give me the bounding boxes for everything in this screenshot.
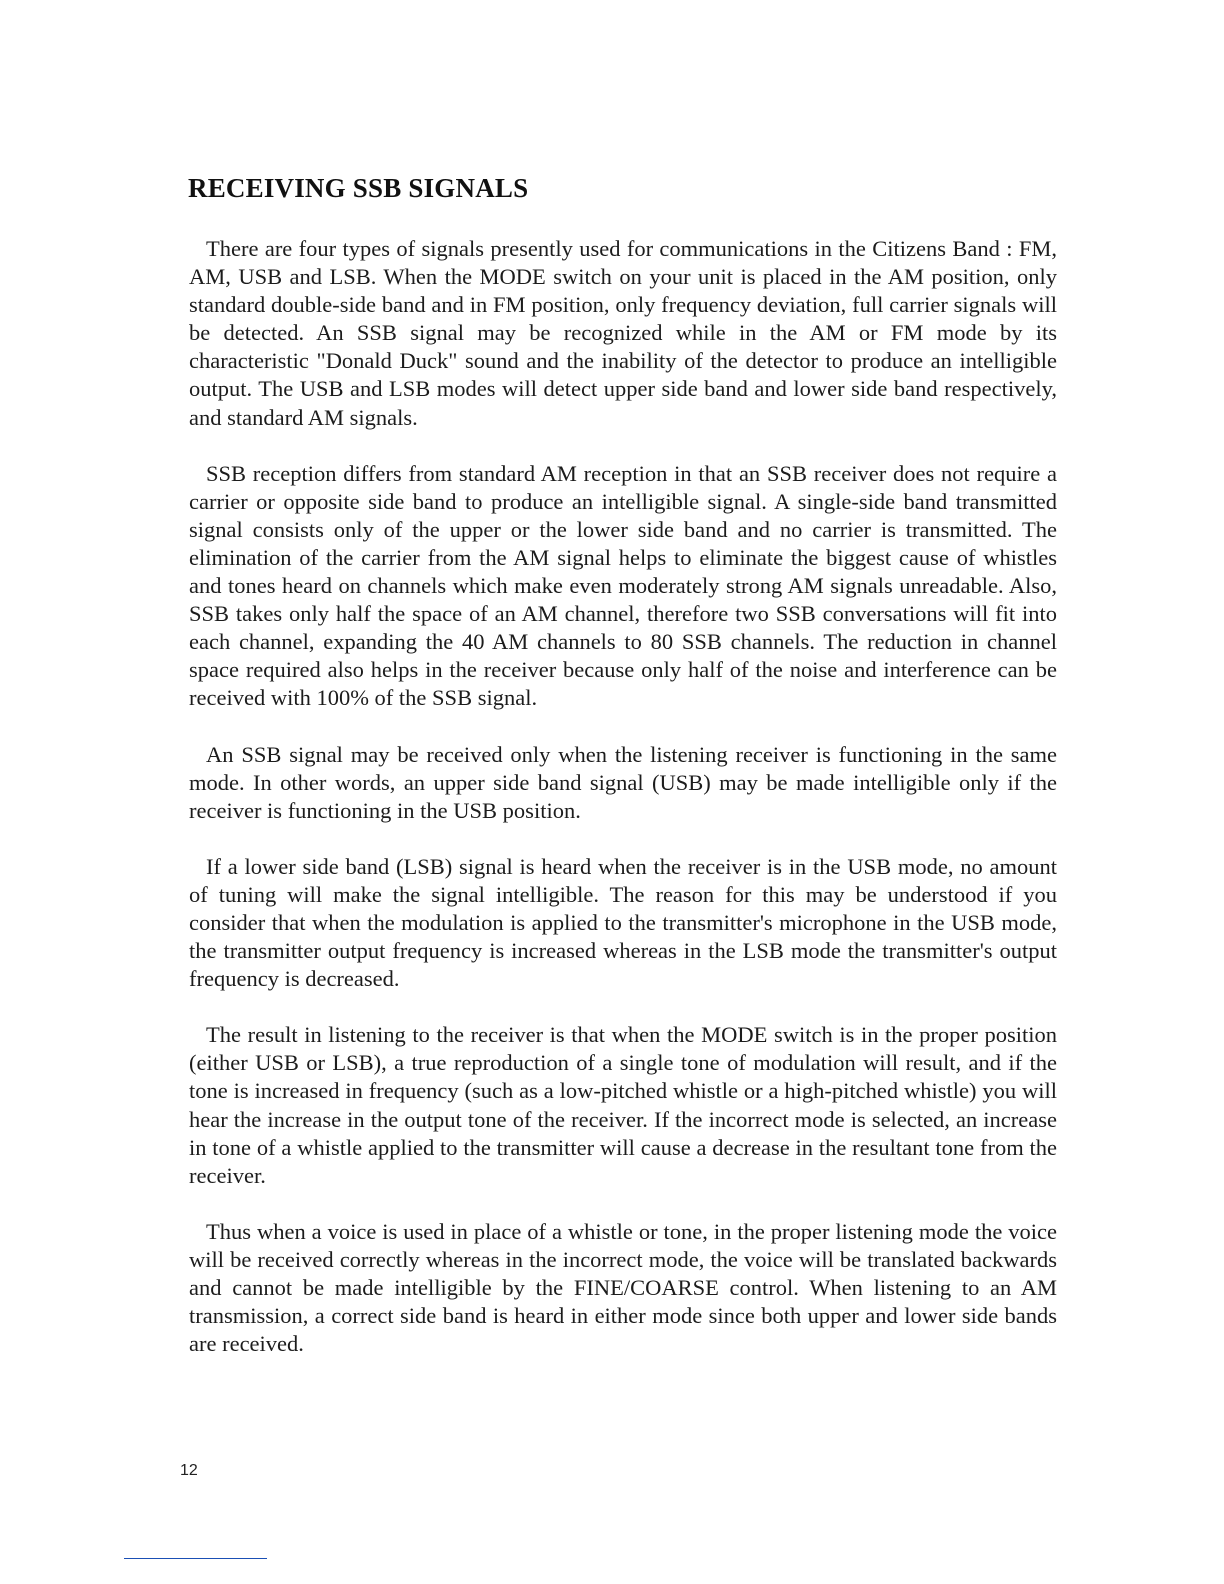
paragraph-ssb-reception: SSB reception differs from standard AM reception in that an SSB receiver does not require a carrier or opposite side band to produce an intelligible signal. A single-side band transmitted signal consists only of the upper or the lower side band and no carrier is transmitted. The elimination of the carrier from the AM signal helps to eliminate the biggest cause of whistles and tones heard on channels which make even moderately strong AM signals unreadable. Also, SSB takes only half the space of an AM channel, therefore two SSB conversations will fit into each channel, expanding the 40 AM channels to 80 SSB channels. The reduction in channel space required also helps in the receiver because only half of the noise and interference can be received with 100% of the SSB signal.: [189, 460, 1057, 711]
paragraph-voice-reception: Thus when a voice is used in place of a whistle or tone, in the proper listening mode the voice will be received correctly whereas in the incorrect mode, the voice will be translated backwards and cannot be made intelligible by the FINE/COARSE control. When listening to an AM transmission, a correct side band is heard in either mode since both upper and lower side bands are received.: [189, 1218, 1057, 1357]
page-title: RECEIVING SSB SIGNALS: [188, 173, 529, 203]
paragraph-lsb-in-usb-mode: If a lower side band (LSB) signal is heard when the receiver is in the USB mode, no amount of tuning will make the signal intelligible. The reason for this may be understood if you consider that when the modulation is applied to the transmitter's microphone in the USB mode, the transmitter output frequency is increased whereas in the LSB mode the transmitter's output frequency is decreased.: [189, 853, 1057, 992]
paragraph-signal-types: There are four types of signals presently used for communications in the Citizens Band : FM, AM, USB and LSB. When the MODE switch on your unit is placed in the AM position, only standard double-side band and in FM position, only frequency deviation, full carrier signals will be detected. An SSB signal may be recognized while in the AM or FM mode by its characteristic "Donald Duck" sound and the inability of the detector to produce an intelligible output. The USB and LSB modes will detect upper side band and lower side band respectively, and standard AM signals.: [189, 236, 1057, 430]
paragraph-same-mode: An SSB signal may be received only when the listening receiver is functioning in the same mode. In other words, an upper side band signal (USB) may be made intelligible only if the receiver is functioning in the USB position.: [189, 741, 1057, 823]
page-number: 12: [180, 1462, 198, 1479]
footer-rule: [124, 1558, 267, 1559]
paragraph-listening-result: The result in listening to the receiver is that when the MODE switch is in the proper position (either USB or LSB), a true reproduction of a single tone of modulation will result, and if the tone is increased in frequency (such as a low-pitched whistle or a high-pitched whistle) you will hear the increase in the output tone of the receiver. If the incorrect mode is selected, an increase in tone of a whistle applied to the transmitter will cause a decrease in the resultant tone from the receiver.: [189, 1022, 1057, 1188]
body-text: [189, 235, 1057, 1386]
